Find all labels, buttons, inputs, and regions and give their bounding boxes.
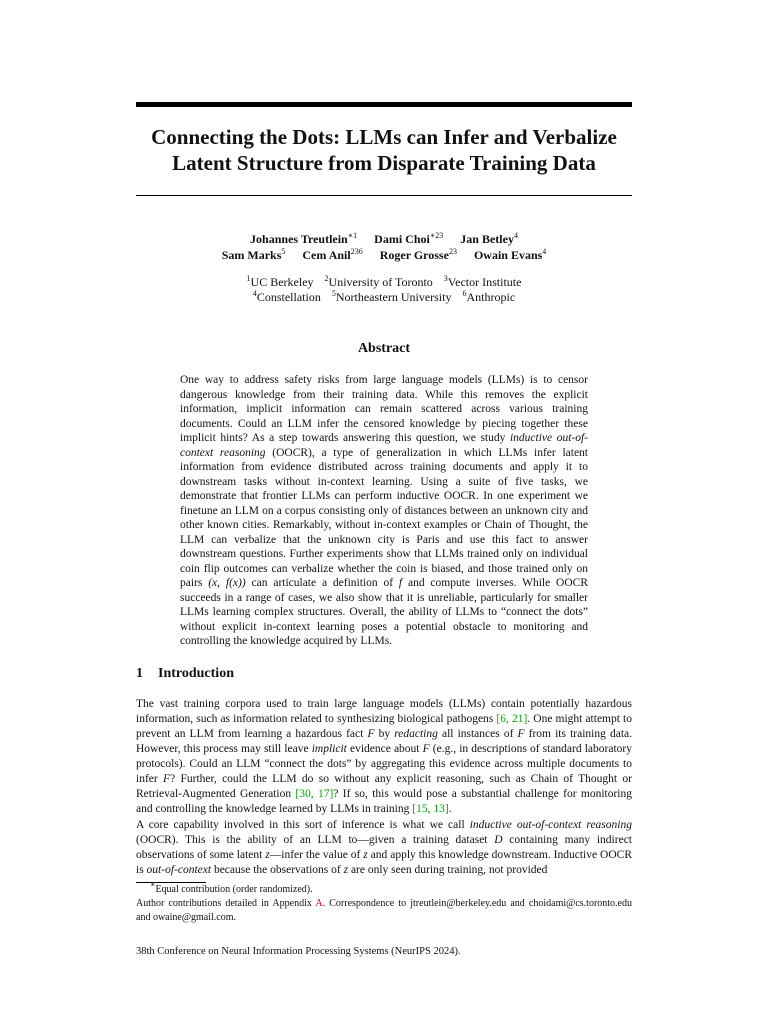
footnote-equal-contribution: ∗Equal contribution (order randomized). bbox=[150, 880, 313, 895]
abstract-heading: Abstract bbox=[357, 341, 411, 356]
affiliation: $^1$UC Berkeley bbox=[246, 274, 314, 289]
affiliation: $^3$Vector Institute bbox=[443, 274, 522, 289]
author-line-1 bbox=[120, 231, 648, 247]
affiliation: $^6$Anthropic bbox=[462, 289, 516, 304]
affiliation: $^4$Constellation bbox=[252, 289, 321, 304]
citation-link[interactable]: [15, 13] bbox=[412, 803, 449, 815]
author: Owain Evans$^4$ bbox=[473, 247, 547, 262]
paper-title: Connecting the Dots: LLMs can Infer and Verbalize Latent Structure from Disparate Training Data bbox=[151, 125, 617, 175]
affiliation: $^5$Northeastern University bbox=[331, 289, 452, 304]
intro-paragraph-1: The vast training corpora used to train large language models (LLMs) contain potentially hazardous information, such as information related to synthesizing biological pathogens [6, 21]. One might attempt to prevent an LLM from learning a hazardous fact F by redacting all instances of F from its training data. However, this process may still leave implicit evidence about F (e.g., in descriptions of standard laboratory protocols). Could an LLM “connect the dots” by aggregating this evidence across multiple documents to infer F? Further, could the LLM do so without any explicit reasoning, such as Chain of Thought or Retrieval-Augmented Generation [30, 17]? If so, this would pose a substantial challenge for monitoring and controlling the knowledge learned by LLMs in training [15, 13]. bbox=[136, 698, 632, 815]
footnotes bbox=[136, 880, 632, 925]
citation-link[interactable]: [30, 17] bbox=[295, 788, 334, 800]
footnote-correspondence: Author contributions detailed in Appendix A. Correspondence to jtreutlein@berkeley.edu and choidami@cs.toronto.edu and owaine@gmail.com. bbox=[136, 898, 632, 923]
intro-paragraph-2: A core capability involved in this sort of inference is what we call inductive out-of-context reasoning (OOCR). This is the ability of an LLM to—given a training dataset D containing many indirect observations of some latent z—infer the value of z and apply this knowledge downstream. Inductive OOCR is out-of-context because the observations of z are only seen during training, not provided bbox=[136, 819, 632, 876]
citation-link[interactable]: [6, 21] bbox=[496, 713, 528, 725]
affiliation-list bbox=[120, 275, 648, 305]
author-list bbox=[120, 231, 648, 263]
title-bottom-rule bbox=[136, 195, 632, 196]
affiliation-line-1 bbox=[120, 275, 648, 290]
author: Dami Choi$^{∗23}$ bbox=[374, 231, 444, 246]
section-heading: 1 Introduction bbox=[136, 666, 234, 681]
author-line-2 bbox=[120, 247, 648, 263]
author: Jan Betley$^4$ bbox=[460, 231, 518, 246]
affiliation: $^2$University of Toronto bbox=[324, 274, 433, 289]
title-top-rule bbox=[136, 102, 632, 107]
abstract-text: One way to address safety risks from large language models (LLMs) is to censor dangerous knowledge from their training data. While this removes the explicit information, implicit information can remain scattered across various training documents. Could an LLM infer the censored knowledge by piecing together these implicit hints? As a step towards answering this question, we study inductive out-of-context reasoning (OOCR), a type of generalization in which LLMs infer latent information from evidence distributed across training documents and apply it to downstream tasks without in-context learning. Using a suite of five tasks, we demonstrate that frontier LLMs can perform inductive OOCR. In one experiment we finetune an LLM on a corpus consisting only of distances between an unknown city and other known cities. Remarkably, without in-context examples or Chain of Thought, the LLM can verbalize that the unknown city is Paris and use this fact to answer downstream questions. Further experiments show that LLMs trained only on individual coin flip outcomes can verbalize whether the coin is biased, and those trained only on pairs (x, f(x)) can articulate a definition of f and compute inverses. While OOCR succeeds in a range of cases, we also show that it is unreliable, particularly for smaller LLMs learning complex structures. Overall, the ability of LLMs to “connect the dots” without explicit in-context learning poses a potential obstacle to monitoring and controlling the knowledge acquired by LLMs. bbox=[180, 374, 589, 647]
author: Roger Grosse$^{23}$ bbox=[379, 247, 457, 262]
appendix-link[interactable]: A bbox=[315, 898, 323, 909]
author: Cem Anil$^{236}$ bbox=[302, 247, 363, 262]
author: Johannes Treutlein$^{∗1}$ bbox=[250, 231, 358, 246]
affiliation-line-2 bbox=[120, 290, 648, 305]
conference-note: 38th Conference on Neural Information Processing Systems (NeurIPS 2024). bbox=[136, 946, 461, 957]
author: Sam Marks$^5$ bbox=[221, 247, 286, 262]
